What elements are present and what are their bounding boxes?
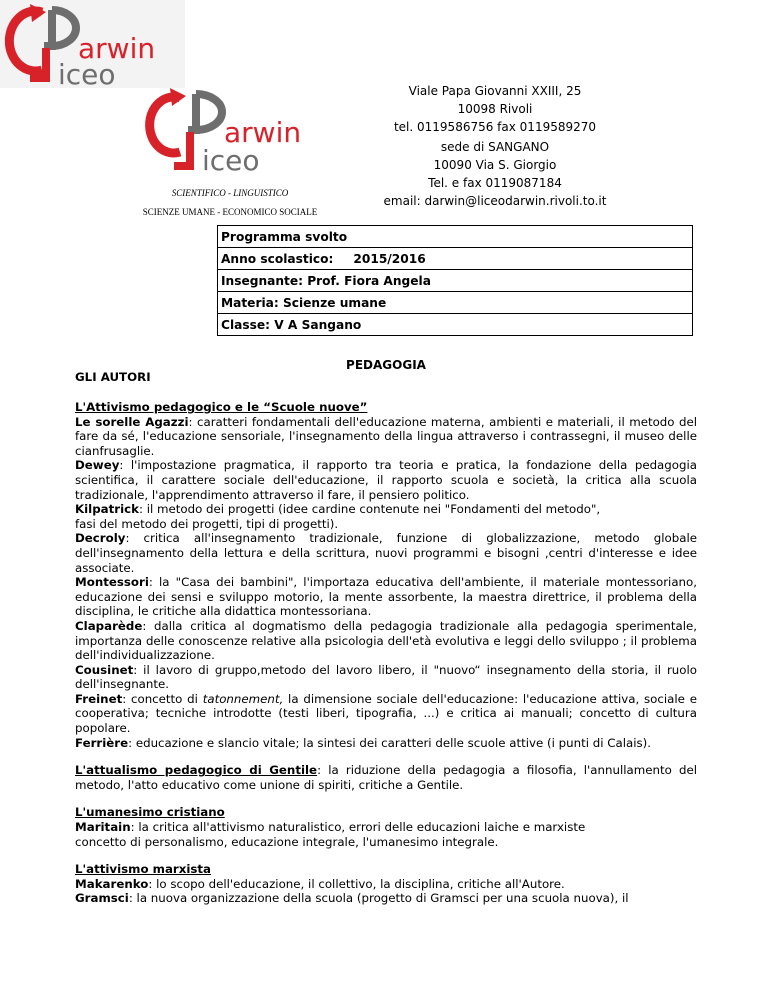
section-title-gentile: L'attualismo pedagogico di Gentile	[75, 763, 318, 778]
section-gentile	[75, 763, 697, 792]
author-text: la dimensione sociale dell'educazione: l'educazione attiva, sociale e cooperativa; tecniche introdotte (testi liberi, tipografia, ...) e critica ai manuali; concetto di cultura popolare.	[75, 691, 697, 736]
materia-cell: Materia: Scienze umane	[218, 292, 693, 314]
author-claparede	[75, 619, 697, 663]
author-cousinet	[75, 663, 697, 692]
author-kilpatrick	[75, 502, 697, 531]
author-text-italic: tatonnement,	[202, 691, 284, 706]
logo-top	[0, 0, 185, 88]
author-text: concetto di personalismo, educazione integrale, l'umanesimo integrale.	[75, 834, 499, 849]
author-name: Freinet	[75, 691, 123, 706]
author-text: : educazione e slancio vitale; la sintesi dei caratteri delle scuole attive (i punti di Calais).	[128, 735, 651, 750]
anno-cell	[218, 248, 693, 270]
section-umanesimo	[75, 805, 697, 849]
section-title-umanesimo: L'umanesimo cristiano	[75, 805, 225, 820]
author-text: : la nuova organizzazione della scuola (progetto di Gramsci per una scuola nuova), il	[128, 891, 629, 906]
classe-cell: Classe: V A Sangano	[218, 314, 693, 336]
author-ferriere	[75, 736, 697, 751]
section-marxista	[75, 862, 697, 906]
author-text: : la critica all'attivismo naturalistico, errori delle educazioni laiche e marxiste	[130, 820, 586, 835]
logo-main-word1: arwin	[224, 116, 302, 149]
address-main	[370, 82, 620, 136]
programma-cell: Programma svolto	[218, 226, 693, 248]
program-info-table	[217, 225, 693, 336]
author-name: Montessori	[75, 575, 149, 590]
author-text: : caratteri fondamentali dell'educazione materna, ambienti e materiali, il metodo del fare da sé, l'educazione sensoriale, l'insegnamento della lingua attraverso i contrassegni, il museo delle cianfrusaglie.	[75, 414, 697, 458]
author-montessori	[75, 575, 697, 619]
author-maritain	[75, 820, 697, 849]
logo-top-graphic	[0, 0, 185, 88]
author-text: : dalla critica al dogmatismo della pedagogia tradizionale alla pedagogia sperimentale, importanza delle conoscenze relative alla psicologia dell'età evolutiva e leggi dello sviluppo ; il problema dell'individualizzazione.	[75, 618, 697, 663]
author-text: fasi del metodo dei progetti, tipi di progetti).	[75, 516, 339, 531]
insegnante-cell: Insegnante: Prof. Fiora Angela	[218, 270, 693, 292]
author-name: Kilpatrick	[75, 502, 139, 517]
address-line: 10090 Via S. Giorgio	[433, 158, 557, 172]
author-text: : critica all'insegnamento tradizionale, funzione di globalizzazione, metodo globale dell'insegnamento della lettura e della scrittura, nuovi programmi e bisogni ,centri d'interesse e idee associate.	[75, 531, 697, 575]
author-name: Ferrière	[75, 735, 129, 750]
author-name: Gramsci	[75, 891, 129, 906]
author-freinet	[75, 692, 697, 736]
logo-main-word2: iceo	[202, 144, 260, 177]
section-text: : la riduzione della pedagogia a filosofia, l'annullamento del metodo, l'atto educativo come unione di spiriti, critiche a Gentile.	[75, 763, 697, 792]
school-tracks	[140, 184, 320, 222]
section-attivismo	[75, 400, 697, 750]
email-line: email: darwin@liceodarwin.rivoli.to.it	[383, 194, 607, 208]
school-track-line2: SCIENZE UMANE - ECONOMICO SOCIALE	[142, 207, 318, 217]
school-track-line1: SCIENTIFICO - LINGUISTICO	[171, 188, 289, 198]
author-text: : il metodo dei progetti (idee cardine contenute nei "Fondamenti del metodo",	[138, 502, 601, 517]
logo-main-graphic	[140, 82, 325, 177]
author-text: : la "Casa dei bambini", l'importaza educativa dell'ambiente, il materiale montessoriano, educazione dei sensi e sviluppo motorio, la mente assorbente, la maestra direttrice, il problema della disciplina, le critiche alla didattica montessoriana.	[75, 575, 697, 619]
author-name: Le sorelle Agazzi	[75, 414, 189, 429]
anno-label: Anno scolastico:	[221, 251, 334, 266]
author-name: Makarenko	[75, 876, 149, 891]
author-text: : il lavoro di gruppo,metodo del lavoro libero, il "nuovo“ insegnamento della storia, il ruolo dell'insegnante.	[75, 662, 697, 692]
section-title-attivismo: L'Attivismo pedagogico e le “Scuole nuove”	[75, 400, 368, 414]
author-text: : lo scopo dell'educazione, il collettivo, la disciplina, critiche all'Autore.	[148, 876, 565, 891]
address-line: Viale Papa Giovanni XXIII, 25	[408, 84, 582, 98]
author-name: Cousinet	[75, 662, 134, 677]
author-name: Maritain	[75, 820, 131, 835]
address-line: sede di SANGANO	[440, 140, 550, 154]
address-line: 10098 Rivoli	[457, 102, 533, 116]
author-name: Claparède	[75, 618, 143, 633]
logo-top-word2: iceo	[58, 58, 116, 88]
logo-main	[140, 82, 325, 177]
heading-autori: GLI AUTORI	[75, 370, 151, 384]
author-name: Dewey	[75, 458, 120, 473]
address-line: tel. 0119586756 fax 0119589270	[393, 120, 597, 134]
author-dewey	[75, 458, 697, 502]
author-agazzi	[75, 415, 697, 459]
logo-top-word1: arwin	[78, 32, 156, 65]
anno-value: 2015/2016	[353, 251, 426, 266]
gentile-paragraph	[75, 763, 697, 792]
author-gramsci	[75, 891, 697, 906]
section-title-marxista: L'attivismo marxista	[75, 862, 212, 877]
author-name: Decroly	[75, 531, 126, 546]
author-text: : l'impostazione pragmatica, il rapporto tra teoria e pratica, la fondazione della pedagogia scientifica, il carattere sociale dell'educazione, il rapporto scuola e società, la critica alla scuola tradizionale, l'apprendimento attraverso il fare, il pensiero politico.	[75, 458, 697, 502]
address-branch	[370, 138, 620, 210]
author-decroly	[75, 531, 697, 575]
author-makarenko	[75, 877, 697, 892]
heading-pedagogia: PEDAGOGIA	[346, 358, 426, 372]
author-text: : concetto di	[122, 691, 203, 706]
document-body	[75, 400, 697, 906]
address-line: Tel. e fax 0119087184	[428, 176, 562, 190]
